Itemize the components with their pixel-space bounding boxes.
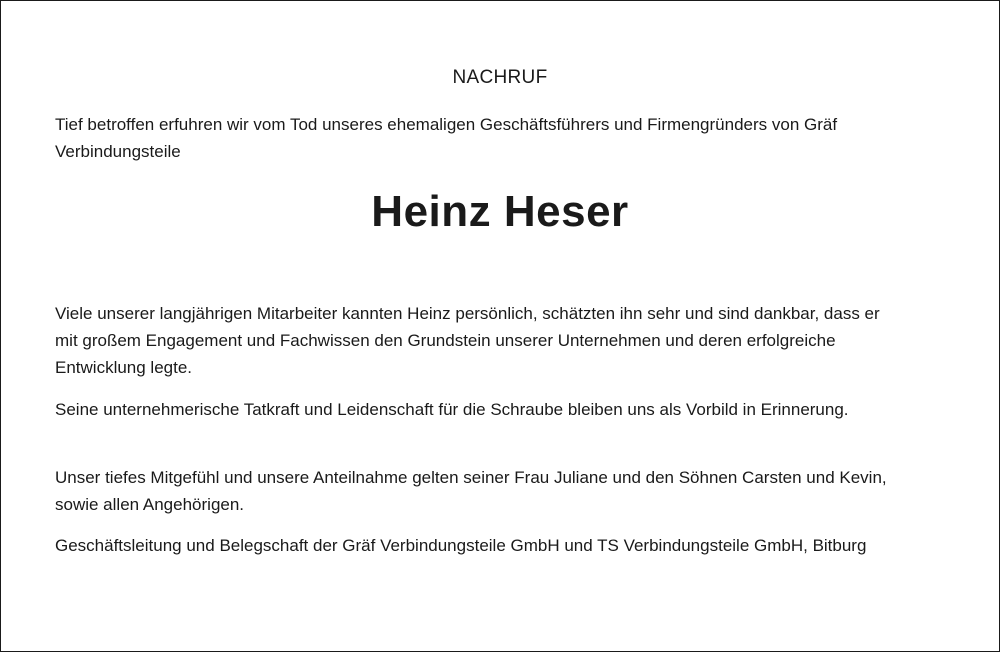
deceased-name: Heinz Heser [371, 187, 629, 236]
intro-text: Tief betroffen erfuhren wir vom Tod unseres ehemaligen Geschäftsführers und Firmengründers von Gräf Verbindungsteile [55, 115, 838, 161]
notice-heading: NACHRUF [452, 67, 548, 88]
paragraph-legacy: Seine unternehmerische Tatkraft und Leidenschaft für die Schraube bleiben uns als Vorbild in Erinnerung. [55, 400, 849, 419]
signature: Geschäftsleitung und Belegschaft der Gräf Verbindungsteile GmbH und TS Verbindungsteile GmbH, Bitburg [55, 536, 867, 555]
paragraph-tribute: Viele unserer langjährigen Mitarbeiter kannten Heinz persönlich, schätzten ihn sehr und sind dankbar, dass er mit großem Engagement und Fachwissen den Grundstein unserer Unternehmen und deren erfolgreiche Entwicklung legte. [55, 304, 880, 377]
paragraph-condolences: Unser tiefes Mitgefühl und unsere Anteilnahme gelten seiner Frau Juliane und den Söhnen Carsten und Kevin, sowie allen Angehörigen. [55, 468, 887, 514]
